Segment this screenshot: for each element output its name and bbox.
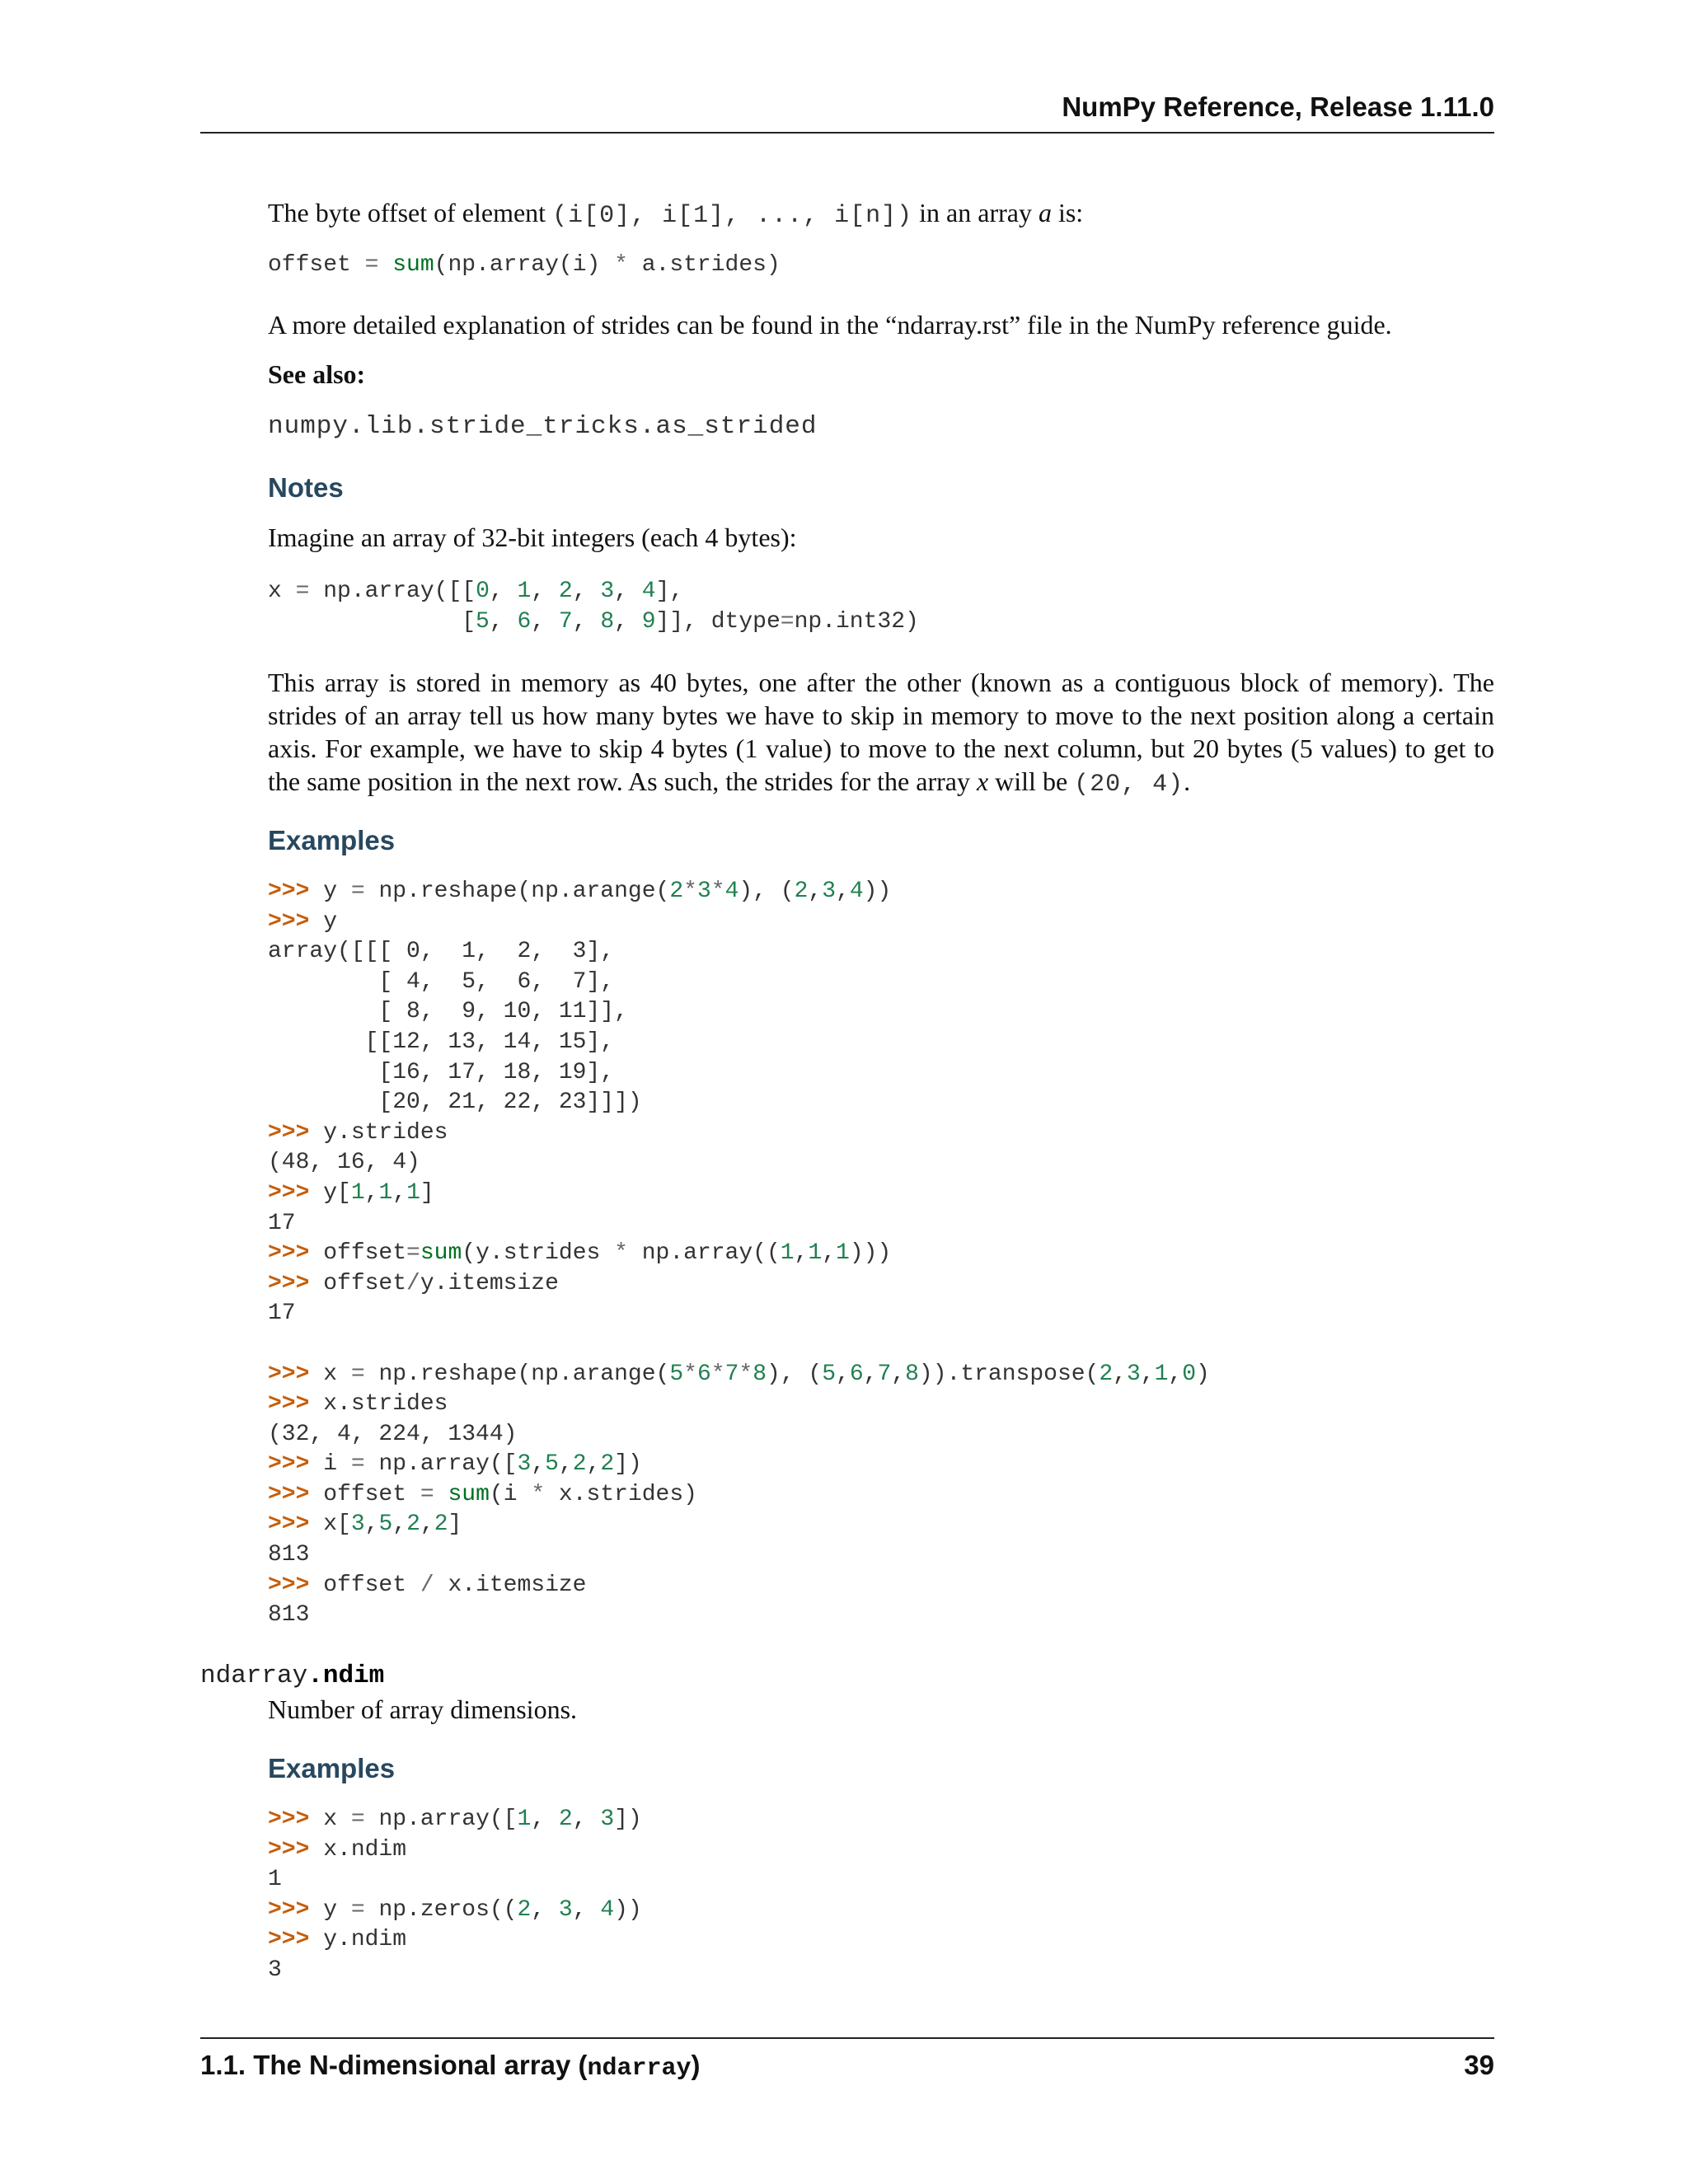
header-title: NumPy Reference, Release 1.11.0 <box>1062 91 1494 122</box>
notes-text: Imagine an array of 32-bit integers (each 4 bytes): <box>268 523 797 552</box>
strides-examples-heading: Examples <box>268 825 396 855</box>
running-header <box>200 91 1494 134</box>
strides-explanation: This array is stored in memory as 40 bytes, one after the other (known as a contiguous block of memory). The strides of an array tell us how many bytes we have to skip in memory to move to the next position along a certain axis. For example, we have to skip 4 bytes (1 value) to move to the next column, but 20 bytes (5 values) to get to the same position in the next row. As such, the strides for the array x will be (20, 4). <box>268 668 1494 799</box>
footer-section-title: 1.1. The N-dimensional array (ndarray) <box>200 2050 701 2083</box>
offset-formula: offset = sum(np.array(i) * a.strides) <box>268 252 781 278</box>
page-number: 39 <box>1464 2050 1494 2080</box>
notes-heading: Notes <box>268 472 344 503</box>
document-page <box>200 0 1494 2184</box>
see-also-label: See also: <box>268 359 366 389</box>
ndim-description: Number of array dimensions. <box>268 1694 578 1724</box>
ndim-signature: ndarray.ndim <box>200 1661 385 1690</box>
running-footer <box>200 2037 1494 2083</box>
ndim-example-code: >>> x = np.array([1, 2, 3]) >>> x.ndim 1 >>> y = np.zeros((2, 3, 4)) >>> y.ndim 3 <box>268 1807 642 1983</box>
ndim-examples-heading: Examples <box>268 1753 396 1783</box>
strides-detail-text: A more detailed explanation of strides can be found in the “ndarray.rst” file in the NumPy reference guide. <box>268 310 1392 340</box>
byte-offset-intro: The byte offset of element (i[0], i[1], ..., i[n]) in an array a is: <box>268 198 1084 230</box>
see-also-ref[interactable]: numpy.lib.stride_tricks.as_strided <box>268 412 818 441</box>
notes-code-block: x = np.array([[0, 1, 2, 3, 4], [5, 6, 7, 8, 9]], dtype=np.int32) <box>268 579 919 635</box>
strides-example-code: >>> y = np.reshape(np.arange(2*3*4), (2,3,4)) >>> y array([[[ 0, 1, 2, 3], [ 4, 5, 6, 7], [ 8, 9, 10, 11]], [[12, 13, 14, 15], [16, 17, 18, 19], [20, 21, 22, 23]]]) >>> y.strides (48, 16, 4) >>> y[1,1,1] 17 >>> offset=sum(y.strides * np.array((1,1,1))) >>> offset/y.itemsize 17 >>> x = np.reshape(np.arange(5*6*7*8), (5,6,7,8)).transpose(2,3,1,0) >>> x.strides (32, 4, 224, 1344) >>> i = np.array([3,5,2,2]) >>> offset = sum(i * x.strides) >>> x[3,5,2,2] 813 >>> offset / x.itemsize 813 <box>268 879 1210 1629</box>
